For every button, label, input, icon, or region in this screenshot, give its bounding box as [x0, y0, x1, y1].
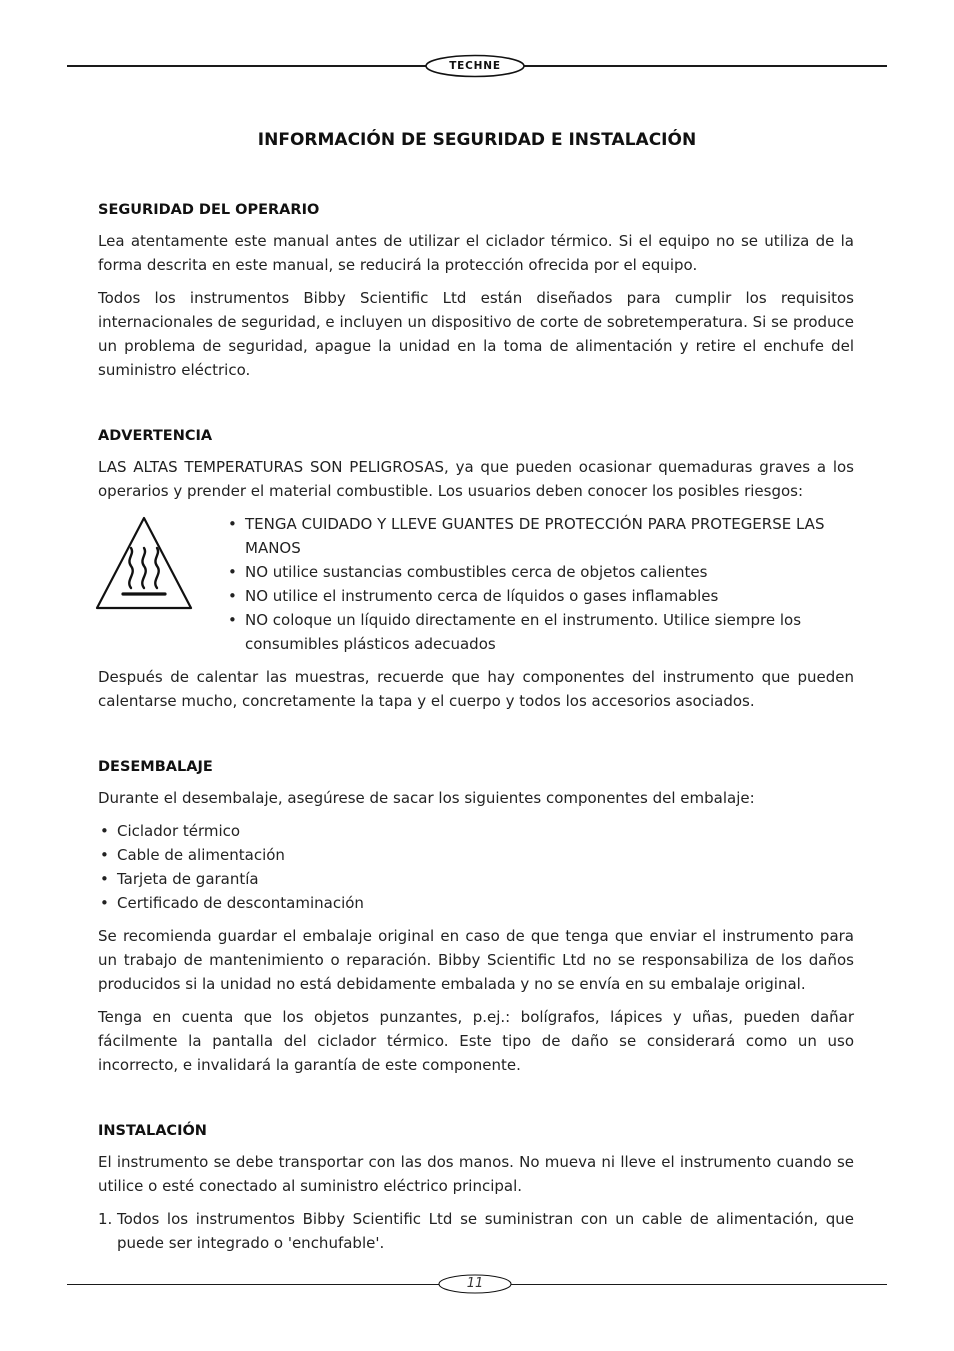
paragraph: Tenga en cuenta que los objetos punzantes, p.ej.: bolígrafos, lápices y uñas, pueden dañar fácilmente la pantalla del ciclador térmico. Este tipo de daño se considerará como un uso incorrecto, e invalidará la garantía de este componente. — [98, 1008, 854, 1074]
paragraph: LAS ALTAS TEMPERATURAS SON PELIGROSAS, ya que pueden ocasionar quemaduras graves a los operarios y prender el material combustible. Los usuarios deben conocer los posibles riesgos: — [98, 458, 854, 500]
hot-surface-warning-icon — [93, 514, 195, 621]
list-item: • NO coloque un líquido directamente en el instrumento. Utilice siempre los consumibles plásticos adecuados — [226, 608, 826, 656]
section-heading-instalacion: INSTALACIÓN — [98, 1123, 207, 1139]
paragraph: Después de calentar las muestras, recuerde que hay componentes del instrumento que pueden calentarse mucho, concretamente la tapa y el cuerpo y todos los accesorios asociados. — [98, 668, 854, 710]
numbered-item — [98, 1207, 854, 1255]
section-heading-desembalaje: DESEMBALAJE — [98, 759, 213, 775]
logo-text: TECHNE — [449, 60, 501, 72]
components-list — [98, 819, 854, 915]
techne-logo — [424, 54, 526, 78]
warning-list — [226, 512, 826, 656]
item-number: 1. — [98, 1210, 113, 1228]
page-title: INFORMACIÓN DE SEGURIDAD E INSTALACIÓN — [257, 130, 697, 150]
list-item: • TENGA CUIDADO Y LLEVE GUANTES DE PROTECCIÓN PARA PROTEGERSE LAS MANOS — [226, 512, 826, 560]
section-heading-advertencia: ADVERTENCIA — [98, 428, 213, 444]
paragraph: Lea atentamente este manual antes de utilizar el ciclador térmico. Si el equipo no se utiliza de la forma descrita en este manual, se reducirá la protección ofrecida por el equipo. — [98, 232, 854, 274]
list-item: • Cable de alimentación — [98, 843, 854, 867]
item-text: Todos los instrumentos Bibby Scientific Ltd se suministran con un cable de alimentación, que puede ser integrado o 'enchufable'. — [117, 1210, 854, 1252]
paragraph: Se recomienda guardar el embalaje original en caso de que tenga que enviar el instrumento para un trabajo de mantenimiento o reparación. Bibby Scientific Ltd no se responsabiliza de los daños producidos si la unidad no está debidamente embalada y no se envía en su embalaje original. — [98, 927, 854, 993]
list-item: • NO utilice sustancias combustibles cerca de objetos calientes — [226, 560, 826, 584]
numbered-list — [98, 1207, 854, 1255]
list-item: • Tarjeta de garantía — [98, 867, 854, 891]
page-number-badge — [438, 1274, 512, 1294]
list-item: • Ciclador térmico — [98, 819, 854, 843]
paragraph: Durante el desembalaje, asegúrese de sacar los siguientes componentes del embalaje: — [98, 789, 755, 807]
paragraph: El instrumento se debe transportar con las dos manos. No mueva ni lleve el instrumento cuando se utilice o esté conectado al suministro eléctrico principal. — [98, 1153, 854, 1195]
warning-block — [98, 512, 854, 656]
page-number: 11 — [466, 1276, 484, 1291]
paragraph: Todos los instrumentos Bibby Scientific Ltd están diseñados para cumplir los requisitos internacionales de seguridad, e incluyen un dispositivo de corte de sobretemperatura. Si se produce un problema de seguridad, apague la unidad en la toma de alimentación y retire el enchufe del suministro eléctrico. — [98, 289, 854, 379]
page-content — [98, 199, 854, 1255]
list-item: • NO utilice el instrumento cerca de líquidos o gases inflamables — [226, 584, 826, 608]
list-item: • Certificado de descontaminación — [98, 891, 854, 915]
section-heading-seguridad: SEGURIDAD DEL OPERARIO — [98, 202, 320, 218]
